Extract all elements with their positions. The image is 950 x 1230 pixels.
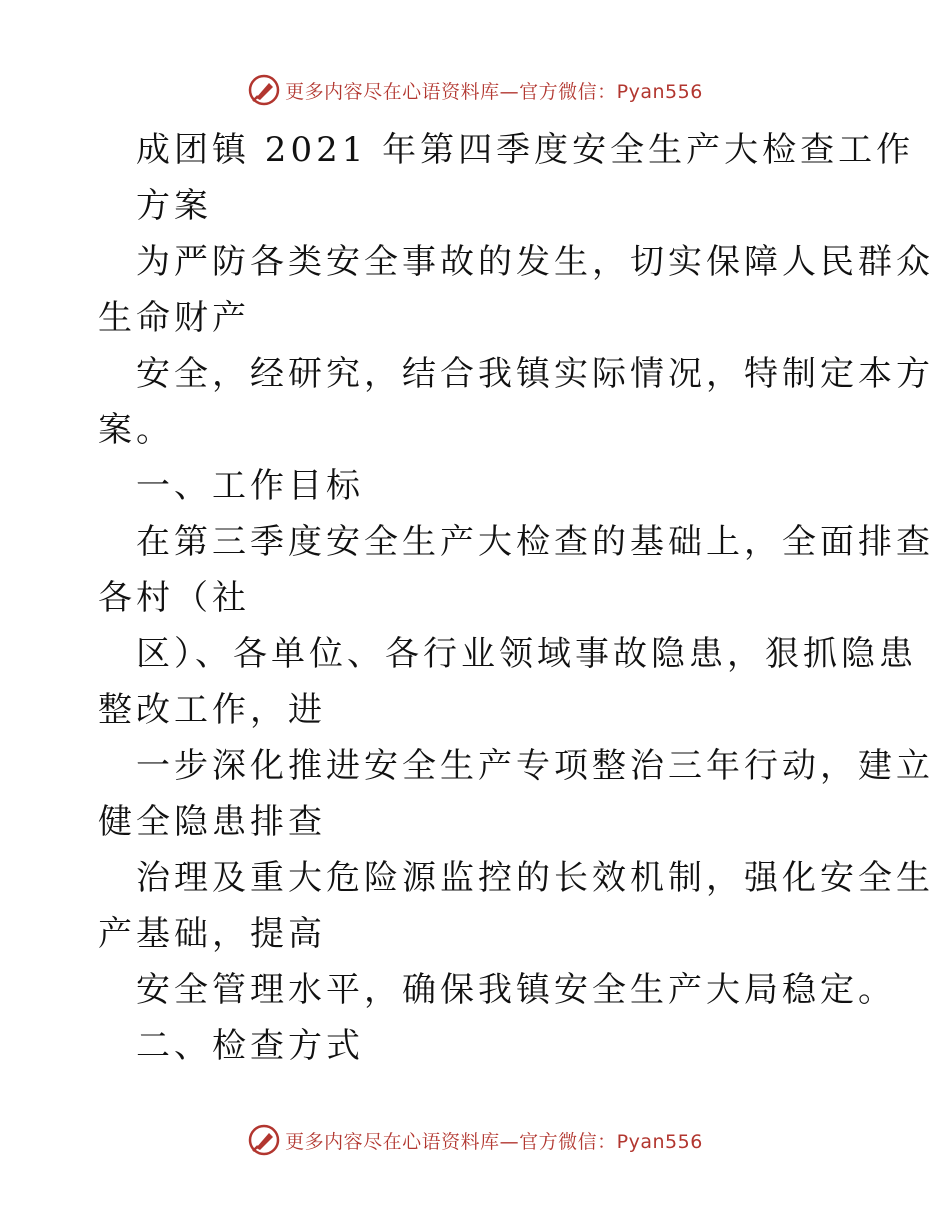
title-line-1: 成团镇 2021 年第四季度安全生产大检查工作 (136, 130, 915, 170)
paragraph (98, 962, 896, 1018)
paragraph-line: 健全隐患排查 (98, 802, 326, 842)
paragraph-line: 各村（社 (98, 578, 250, 618)
paragraph (98, 850, 934, 962)
section-heading (98, 1018, 858, 1074)
section-heading (98, 458, 858, 514)
paragraph (98, 514, 934, 626)
pen-nib-logo-icon (247, 73, 281, 107)
paragraph-line: 产基础，提高 (98, 914, 326, 954)
heading-text: 二、检查方式 (136, 1026, 364, 1066)
heading-text: 一、工作目标 (136, 466, 364, 506)
title-line-2: 方案 (136, 186, 212, 226)
paragraph-line: 为严防各类安全事故的发生，切实保障人民群众 (136, 242, 934, 282)
paragraph-line: 治理及重大危险源监控的长效机制，强化安全生 (136, 858, 934, 898)
paragraph-line: 安全，经研究，结合我镇实际情况，特制定本方 (136, 354, 934, 394)
paragraph-line: 生命财产 (98, 298, 250, 338)
paragraph (98, 346, 934, 458)
paragraph-line: 安全管理水平，确保我镇安全生产大局稳定。 (136, 970, 896, 1010)
paragraph (98, 738, 934, 850)
paragraph-line: 在第三季度安全生产大检查的基础上，全面排查 (136, 522, 934, 562)
paragraph-line: 一步深化推进安全生产专项整治三年行动，建立 (136, 746, 934, 786)
paragraph (98, 626, 917, 738)
document-body (98, 122, 934, 1074)
paragraph (98, 234, 934, 346)
paragraph-line: 案。 (98, 410, 174, 450)
pen-nib-logo-icon (247, 1123, 281, 1157)
document-title (98, 122, 915, 234)
watermark-banner-bottom (0, 1120, 950, 1160)
watermark-text: 更多内容尽在心语资料库—官方微信：Pyan556 (285, 1130, 703, 1153)
watermark-banner-top (0, 70, 950, 110)
watermark-text: 更多内容尽在心语资料库—官方微信：Pyan556 (285, 80, 703, 103)
paragraph-line: 整改工作，进 (98, 690, 326, 730)
paragraph-line: 区）、各单位、各行业领域事故隐患，狠抓隐患 (136, 634, 917, 674)
